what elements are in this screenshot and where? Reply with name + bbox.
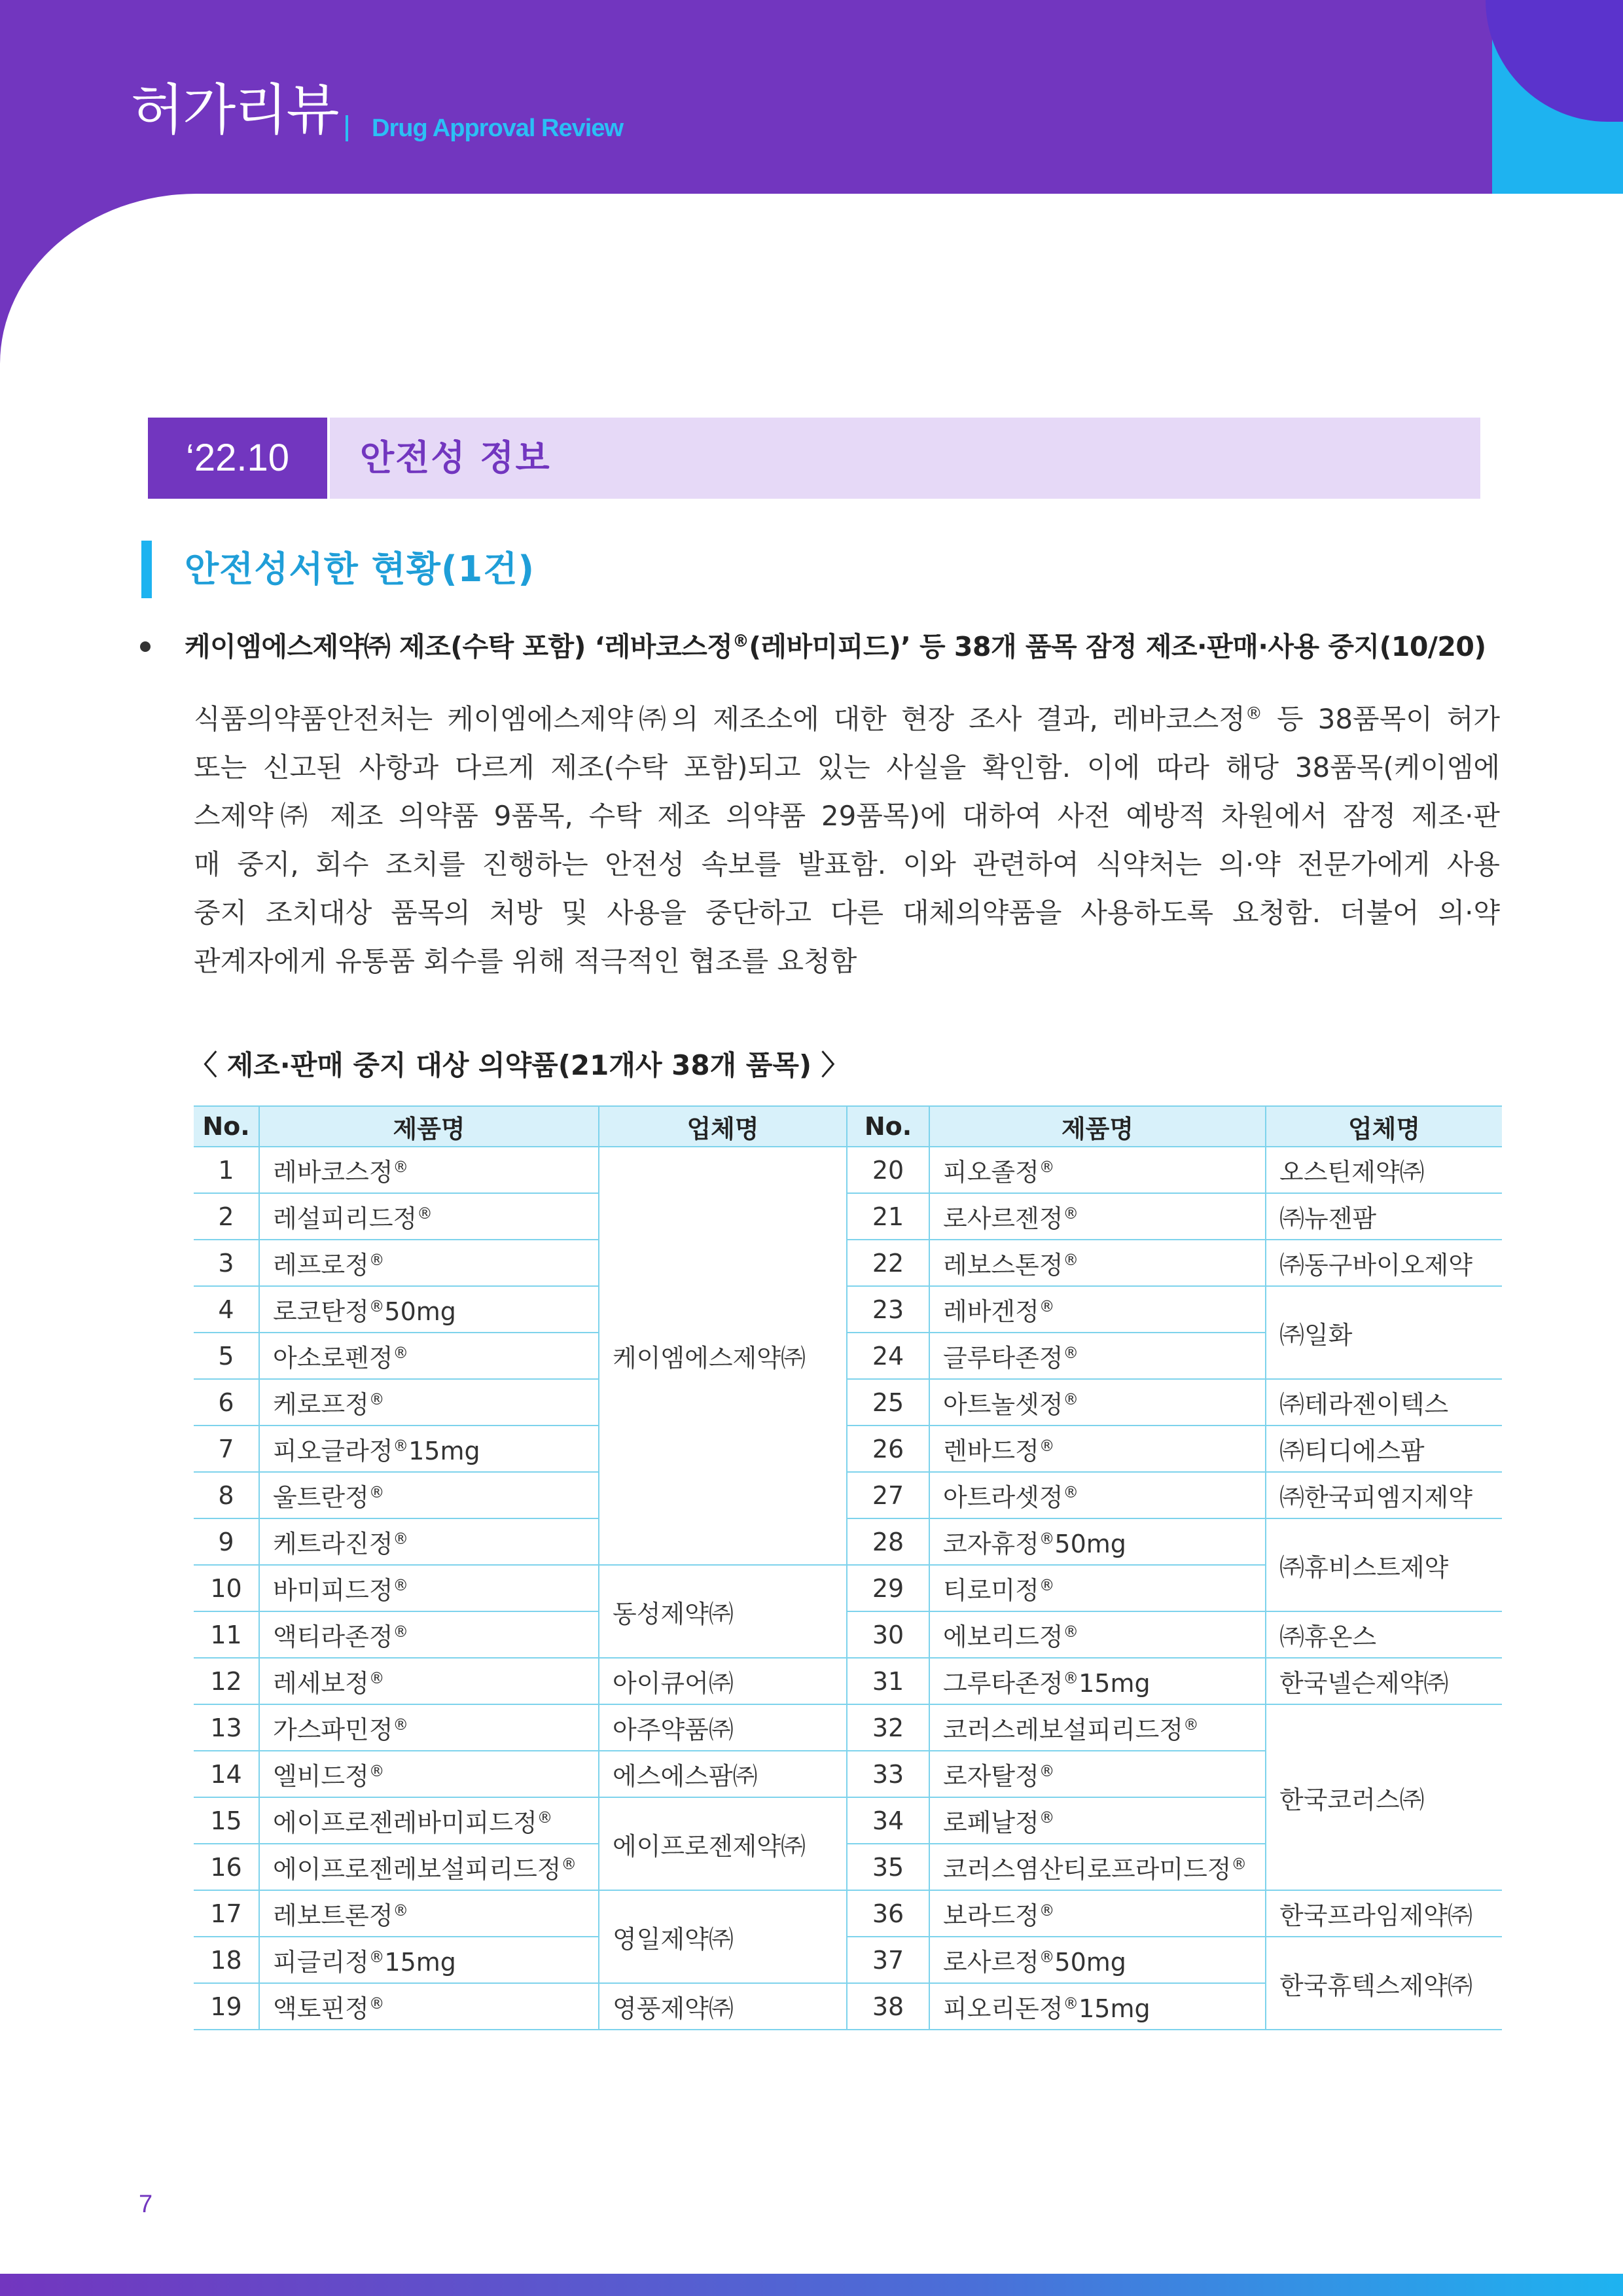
product-name: 바미피드정 xyxy=(273,1576,393,1605)
product-name-cell xyxy=(259,1565,599,1611)
company-name: 영풍제약㈜ xyxy=(599,1983,847,2030)
company-name: 동성제약㈜ xyxy=(599,1565,847,1658)
product-name-cell xyxy=(259,1611,599,1658)
product-name-cell xyxy=(929,1240,1266,1286)
registered-mark: ® xyxy=(1245,704,1262,724)
bullet-headline xyxy=(185,627,1493,666)
product-name-cell xyxy=(259,1333,599,1379)
product-name-cell xyxy=(259,1472,599,1518)
registered-mark: ® xyxy=(1063,1623,1079,1641)
product-name: 로사르정 xyxy=(943,1948,1039,1977)
company-name: ㈜휴온스 xyxy=(1266,1611,1502,1658)
registered-mark: ® xyxy=(1063,1483,1079,1502)
registered-mark: ® xyxy=(368,1251,385,1270)
row-number: 38 xyxy=(847,1983,929,2030)
product-name-cell xyxy=(929,1983,1266,2030)
product-name: 피오글라정 xyxy=(273,1437,393,1465)
row-number: 17 xyxy=(194,1890,259,1937)
registered-mark: ® xyxy=(393,1437,409,1456)
registered-mark: ® xyxy=(1039,1808,1055,1827)
product-name-cell xyxy=(929,1797,1266,1844)
product-strength: 50mg xyxy=(384,1297,456,1326)
table-row xyxy=(194,1286,1502,1333)
product-strength: 50mg xyxy=(1054,1948,1126,1977)
registered-mark: ® xyxy=(1063,1251,1079,1270)
body-line-2: 또는 신고된 사항과 다르게 제조(수탁 포함)되고 있는 사실을 확인함. 이에 따라 해당 38품목(케이엠에 xyxy=(194,751,1500,783)
product-name: 로사르젠정 xyxy=(943,1204,1063,1233)
row-number: 29 xyxy=(847,1565,929,1611)
registered-mark: ® xyxy=(368,1390,385,1409)
product-name-cell xyxy=(929,1147,1266,1193)
product-name: 아소로펜정 xyxy=(273,1344,393,1372)
body-line-1 xyxy=(194,695,1500,744)
product-name: 가스파민정 xyxy=(273,1715,393,1744)
company-name: ㈜뉴젠팜 xyxy=(1266,1193,1502,1240)
product-name-cell xyxy=(929,1472,1266,1518)
product-name: 레프로정 xyxy=(273,1251,369,1280)
row-number: 16 xyxy=(194,1844,259,1890)
header-no-left: No. xyxy=(194,1106,259,1147)
company-name: ㈜동구바이오제약 xyxy=(1266,1240,1502,1286)
row-number: 32 xyxy=(847,1704,929,1751)
registered-mark: ® xyxy=(368,1948,385,1967)
registered-mark: ® xyxy=(1039,1437,1055,1456)
row-number: 34 xyxy=(847,1797,929,1844)
table-caption: 〈 제조·판매 중지 대상 의약품(21개사 38개 품목) 〉 xyxy=(190,1049,849,1081)
row-number: 20 xyxy=(847,1147,929,1193)
product-name-cell xyxy=(929,1611,1266,1658)
product-strength: 15mg xyxy=(384,1948,456,1977)
registered-mark: ® xyxy=(1039,1948,1055,1967)
product-name: 로페날정 xyxy=(943,1808,1039,1837)
table-row xyxy=(194,1147,1502,1193)
product-name: 아트놀셋정 xyxy=(943,1390,1063,1419)
section-heading: 안전성서한 현황(1건) xyxy=(185,548,535,590)
product-name-cell xyxy=(259,1658,599,1704)
product-name: 로코탄정 xyxy=(273,1297,369,1326)
row-number: 10 xyxy=(194,1565,259,1611)
bullet-text-part2: (레바미피드)’ 등 38개 품목 잠정 제조·판매·사용 중지(10/20) xyxy=(749,631,1486,662)
product-name-cell xyxy=(929,1333,1266,1379)
table-row xyxy=(194,1611,1502,1658)
row-number: 25 xyxy=(847,1379,929,1426)
header-product-right: 제품명 xyxy=(929,1106,1266,1147)
company-name: ㈜휴비스트제약 xyxy=(1266,1518,1502,1611)
product-name: 레설피리드정 xyxy=(273,1204,418,1233)
body-paragraph xyxy=(194,695,1500,986)
registered-mark: ® xyxy=(368,1762,385,1781)
product-name: 에이프로젠레보설피리드정 xyxy=(273,1855,562,1884)
registered-mark: ® xyxy=(1039,1530,1055,1549)
company-name: 오스틴제약㈜ xyxy=(1266,1147,1502,1193)
product-name-cell xyxy=(929,1704,1266,1751)
product-name-cell xyxy=(929,1844,1266,1890)
registered-mark: ® xyxy=(393,1344,409,1363)
row-number: 30 xyxy=(847,1611,929,1658)
table-row xyxy=(194,1658,1502,1704)
registered-mark: ® xyxy=(417,1204,433,1223)
company-name: ㈜한국피엠지제약 xyxy=(1266,1472,1502,1518)
table-row xyxy=(194,1518,1502,1565)
body-line-1b: 등 38품목이 허가 xyxy=(1262,703,1500,735)
header-no-right: No. xyxy=(847,1106,929,1147)
section-heading-bar xyxy=(141,541,152,598)
registered-mark: ® xyxy=(393,1576,409,1595)
row-number: 8 xyxy=(194,1472,259,1518)
registered-mark: ® xyxy=(1063,1390,1079,1409)
company-name: 영일제약㈜ xyxy=(599,1890,847,1983)
row-number: 23 xyxy=(847,1286,929,1333)
product-strength: 15mg xyxy=(408,1437,480,1465)
row-number: 15 xyxy=(194,1797,259,1844)
registered-mark: ® xyxy=(561,1855,577,1874)
row-number: 31 xyxy=(847,1658,929,1704)
product-name: 코자휴정 xyxy=(943,1530,1039,1558)
product-name: 그루타존정 xyxy=(943,1669,1063,1698)
registered-mark: ® xyxy=(1039,1576,1055,1595)
body-line-5: 중지 조치대상 품목의 처방 및 사용을 중단하고 다른 대체의약품을 사용하도록 요청함. 더불어 의·약 xyxy=(194,897,1500,929)
product-name-cell xyxy=(259,1286,599,1333)
product-name: 울트란정 xyxy=(273,1483,369,1512)
product-name: 피글리정 xyxy=(273,1948,369,1977)
registered-mark: ® xyxy=(1183,1715,1199,1734)
header-subtitle: Drug Approval Review xyxy=(372,115,624,142)
product-name-cell xyxy=(259,1751,599,1797)
row-number: 6 xyxy=(194,1379,259,1426)
product-name: 레바겐정 xyxy=(943,1297,1039,1326)
product-name: 코러스염산티로프라미드정 xyxy=(943,1855,1232,1884)
company-name: 케이엠에스제약㈜ xyxy=(599,1147,847,1565)
body-line-3: 스제약㈜ 제조 의약품 9품목, 수탁 제조 의약품 29품목)에 대하여 사전 예방적 차원에서 잠정 제조·판 xyxy=(194,800,1500,832)
product-name-cell xyxy=(259,1240,599,1286)
registered-mark: ® xyxy=(1039,1158,1055,1177)
product-name-cell xyxy=(929,1286,1266,1333)
row-number: 2 xyxy=(194,1193,259,1240)
row-number: 14 xyxy=(194,1751,259,1797)
row-number: 4 xyxy=(194,1286,259,1333)
product-name-cell xyxy=(929,1379,1266,1426)
row-number: 13 xyxy=(194,1704,259,1751)
product-name: 레보트론정 xyxy=(273,1901,393,1930)
registered-mark: ® xyxy=(1039,1297,1055,1316)
company-name: 한국코러스㈜ xyxy=(1266,1704,1502,1890)
body-line-6: 관계자에게 유통품 회수를 위해 적극적인 협조를 요청함 xyxy=(194,945,857,977)
product-name-cell xyxy=(259,1147,599,1193)
suspended-drugs-table xyxy=(194,1105,1502,2030)
table-row xyxy=(194,1426,1502,1472)
company-name: 한국프라임제약㈜ xyxy=(1266,1890,1502,1937)
header-company-right: 업체명 xyxy=(1266,1106,1502,1147)
row-number: 19 xyxy=(194,1983,259,2030)
table-row xyxy=(194,1890,1502,1937)
registered-mark: ® xyxy=(1063,1669,1079,1688)
product-name-cell xyxy=(929,1565,1266,1611)
company-name: ㈜테라젠이텍스 xyxy=(1266,1379,1502,1426)
registered-mark: ® xyxy=(1063,1994,1079,2013)
product-name-cell xyxy=(929,1193,1266,1240)
table-row xyxy=(194,1240,1502,1286)
row-number: 27 xyxy=(847,1472,929,1518)
company-name: ㈜티디에스팜 xyxy=(1266,1426,1502,1472)
registered-mark: ® xyxy=(732,631,749,651)
product-name: 에이프로젠레바미피드정 xyxy=(273,1808,537,1837)
registered-mark: ® xyxy=(368,1297,385,1316)
row-number: 33 xyxy=(847,1751,929,1797)
row-number: 7 xyxy=(194,1426,259,1472)
product-name: 보라드정 xyxy=(943,1901,1039,1930)
page-number: 7 xyxy=(139,2191,153,2218)
row-number: 35 xyxy=(847,1844,929,1890)
product-name-cell xyxy=(929,1518,1266,1565)
row-number: 28 xyxy=(847,1518,929,1565)
row-number: 22 xyxy=(847,1240,929,1286)
row-number: 24 xyxy=(847,1333,929,1379)
table-row xyxy=(194,1937,1502,1983)
table-row xyxy=(194,1704,1502,1751)
product-name-cell xyxy=(259,1426,599,1472)
registered-mark: ® xyxy=(393,1901,409,1920)
registered-mark: ® xyxy=(1063,1204,1079,1223)
company-name: 에스에스팜㈜ xyxy=(599,1751,847,1797)
product-name-cell xyxy=(929,1890,1266,1937)
product-name: 로자탈정 xyxy=(943,1762,1039,1791)
product-name-cell xyxy=(929,1937,1266,1983)
product-strength: 15mg xyxy=(1079,1669,1150,1698)
row-number: 5 xyxy=(194,1333,259,1379)
product-name: 글루타존정 xyxy=(943,1344,1063,1372)
product-name: 액티라존정 xyxy=(273,1623,393,1651)
product-name: 레세보정 xyxy=(273,1669,369,1698)
row-number: 26 xyxy=(847,1426,929,1472)
product-name: 레보스톤정 xyxy=(943,1251,1063,1280)
product-name-cell xyxy=(929,1751,1266,1797)
product-name: 엘비드정 xyxy=(273,1762,369,1791)
table-row xyxy=(194,1472,1502,1518)
company-name: ㈜일화 xyxy=(1266,1286,1502,1379)
registered-mark: ® xyxy=(393,1715,409,1734)
header-separator xyxy=(346,115,348,141)
table-row xyxy=(194,1379,1502,1426)
product-name-cell xyxy=(259,1704,599,1751)
registered-mark: ® xyxy=(1039,1901,1055,1920)
registered-mark: ® xyxy=(393,1158,409,1177)
product-name: 액토핀정 xyxy=(273,1994,369,2023)
registered-mark: ® xyxy=(1063,1344,1079,1363)
registered-mark: ® xyxy=(368,1669,385,1688)
company-name: 아이큐어㈜ xyxy=(599,1658,847,1704)
company-name: 아주약품㈜ xyxy=(599,1704,847,1751)
row-number: 9 xyxy=(194,1518,259,1565)
company-name: 한국넬슨제약㈜ xyxy=(1266,1658,1502,1704)
row-number: 36 xyxy=(847,1890,929,1937)
product-name-cell xyxy=(259,1844,599,1890)
row-number: 18 xyxy=(194,1937,259,1983)
product-name-cell xyxy=(259,1983,599,2030)
product-name-cell xyxy=(259,1937,599,1983)
registered-mark: ® xyxy=(537,1808,553,1827)
body-line-1a: 식품의약품안전처는 케이엠에스제약㈜의 제조소에 대한 현장 조사 결과, 레바코스정 xyxy=(194,703,1245,735)
row-number: 3 xyxy=(194,1240,259,1286)
row-number: 1 xyxy=(194,1147,259,1193)
registered-mark: ® xyxy=(393,1530,409,1549)
registered-mark: ® xyxy=(1039,1762,1055,1781)
product-name: 피오리돈정 xyxy=(943,1994,1063,2023)
product-name-cell xyxy=(259,1518,599,1565)
bullet-dot xyxy=(140,641,151,652)
body-line-4: 매 중지, 회수 조치를 진행하는 안전성 속보를 발표함. 이와 관련하여 식약처는 의·약 전문가에게 사용 xyxy=(194,848,1500,880)
product-name-cell xyxy=(259,1379,599,1426)
row-number: 21 xyxy=(847,1193,929,1240)
product-name: 렌바드정 xyxy=(943,1437,1039,1465)
header-title: 허가리뷰 xyxy=(131,78,338,142)
header-product-left: 제품명 xyxy=(259,1106,599,1147)
product-name-cell xyxy=(259,1890,599,1937)
product-name-cell xyxy=(929,1658,1266,1704)
company-name: 한국휴텍스제약㈜ xyxy=(1266,1937,1502,2030)
registered-mark: ® xyxy=(1231,1855,1247,1874)
registered-mark: ® xyxy=(393,1623,409,1641)
product-name: 티로미정 xyxy=(943,1576,1039,1605)
product-name: 아트라셋정 xyxy=(943,1483,1063,1512)
product-name: 피오졸정 xyxy=(943,1158,1039,1187)
row-number: 12 xyxy=(194,1658,259,1704)
product-strength: 50mg xyxy=(1054,1530,1126,1558)
product-strength: 15mg xyxy=(1079,1994,1150,2023)
row-number: 37 xyxy=(847,1937,929,1983)
row-number: 11 xyxy=(194,1611,259,1658)
banner-date: ‘22.10 xyxy=(148,418,327,499)
registered-mark: ® xyxy=(368,1994,385,2013)
product-name: 에보리드정 xyxy=(943,1623,1063,1651)
banner-title: 안전성 정보 xyxy=(330,418,1480,499)
product-name: 레바코스정 xyxy=(273,1158,393,1187)
registered-mark: ® xyxy=(368,1483,385,1502)
footer-gradient-bar xyxy=(0,2274,1623,2296)
product-name-cell xyxy=(259,1193,599,1240)
product-name: 케로프정 xyxy=(273,1390,369,1419)
product-name: 케트라진정 xyxy=(273,1530,393,1558)
table-body xyxy=(194,1147,1502,2030)
header-company-left: 업체명 xyxy=(599,1106,847,1147)
bullet-text-part1: 케이엠에스제약㈜ 제조(수탁 포함) ‘레바코스정 xyxy=(185,631,733,662)
product-name: 코러스레보설피리드정 xyxy=(943,1715,1184,1744)
table-row xyxy=(194,1193,1502,1240)
product-name-cell xyxy=(259,1797,599,1844)
table-header-row xyxy=(194,1106,1502,1147)
company-name: 에이프로젠제약㈜ xyxy=(599,1797,847,1890)
product-name-cell xyxy=(929,1426,1266,1472)
